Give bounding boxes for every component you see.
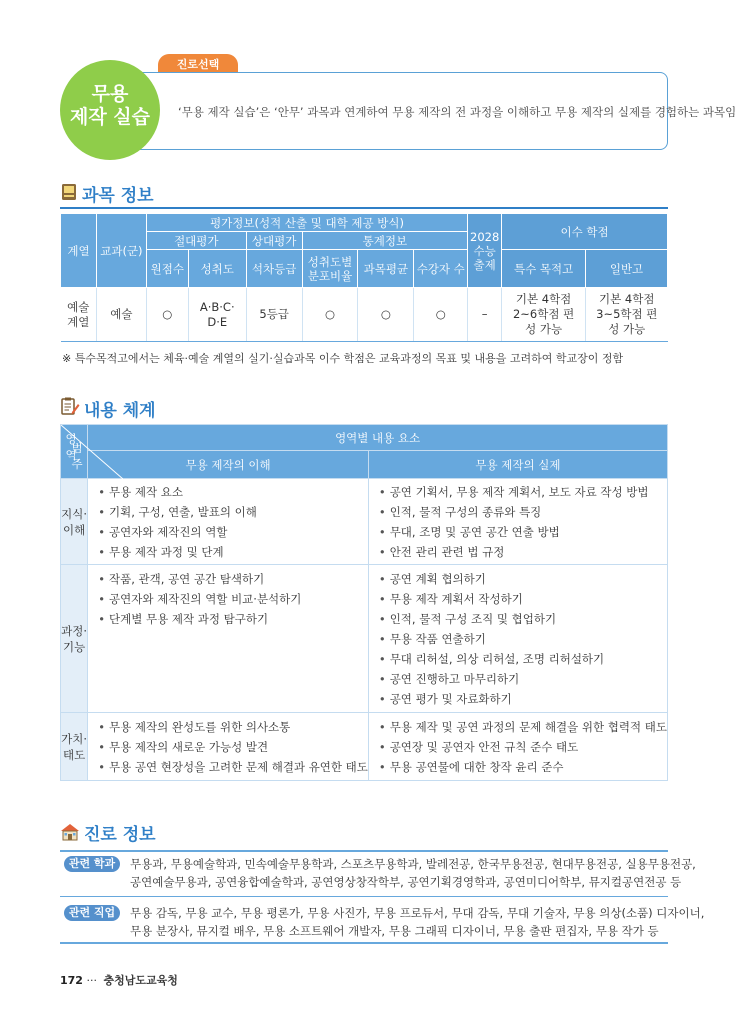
- header-credits: 이수 학점: [502, 214, 668, 250]
- category-process: 과정·기능: [61, 565, 88, 713]
- list-item: • 단계별 무용 제작 과정 탐구하기: [98, 609, 368, 629]
- list-item: • 무용 제작 및 공연 과정의 문제 해결을 위한 협력적 태도: [379, 717, 667, 737]
- list-item: • 공연 평가 및 자료화하기: [379, 689, 667, 709]
- departments-line1: 무용과, 무용예술학과, 민속예술무용학과, 스포츠무용학과, 발레전공, 한국무용전공, 현대무용전공, 실용무용전공,: [130, 857, 696, 871]
- school-icon: [60, 822, 80, 842]
- elective-tag: 진로선택: [158, 54, 238, 76]
- list-item: • 무용 제작의 새로운 가능성 발견: [98, 737, 368, 757]
- corner-cell: [61, 425, 88, 479]
- area-elements-header: 영역별 내용 요소: [88, 425, 668, 451]
- list-item: • 무용 제작의 완성도를 위한 의사소통: [98, 717, 368, 737]
- section-divider: [60, 207, 668, 209]
- category-values: 가치·태도: [61, 713, 88, 781]
- knowledge-understanding-cell: [88, 479, 369, 565]
- list-item: • 공연자와 제작진의 역할: [98, 522, 368, 542]
- header-course-avg: 과목평균: [358, 250, 414, 288]
- cell-achievement-ratio: ○: [302, 288, 358, 342]
- list-item: • 무용 제작 요소: [98, 482, 368, 502]
- career-divider-bottom: [60, 942, 668, 944]
- header-students: 수강자 수: [414, 250, 468, 288]
- header-special: 특수 목적고: [502, 250, 586, 288]
- book-icon: [60, 183, 78, 201]
- list-item: • 공연 계획 협의하기: [379, 569, 667, 589]
- corner-category-label: 범주: [71, 441, 83, 471]
- cell-series: 예술 계열: [61, 288, 97, 342]
- knowledge-practice-cell: [368, 479, 667, 565]
- cell-raw-score: ○: [146, 288, 188, 342]
- values-understanding-cell: [88, 713, 369, 781]
- corner-area-label: 영역: [65, 432, 77, 462]
- footer-dots: ···: [86, 974, 97, 987]
- publisher-name: 충청남도교육청: [103, 974, 178, 987]
- career-divider-top: [60, 850, 668, 852]
- section-title-career-info: 진로 정보: [84, 825, 156, 845]
- category-knowledge: 지식·이해: [61, 479, 88, 565]
- cell-rank-grade: 5등급: [246, 288, 302, 342]
- cell-achievement: A·B·C· D·E: [188, 288, 246, 342]
- cell-suneung: –: [468, 288, 502, 342]
- values-practice-cell: [368, 713, 667, 781]
- list-item: • 무용 제작 계획서 작성하기: [379, 589, 667, 609]
- clipboard-pencil-icon: [60, 396, 80, 416]
- subject-info-note: ※ 특수목적고에서는 체육·예술 계열의 실기·실습과목 이수 학점은 교육과정의 목표 및 내용을 고려하여 학교장이 정함: [62, 352, 624, 365]
- jobs-line2: 무용 분장사, 뮤지컬 배우, 무용 소프트웨어 개발자, 무용 그래픽 디자이너, 무용 출판 편집자, 무용 작가 등: [130, 924, 659, 938]
- col-header-practice: 무용 제작의 실제: [368, 451, 667, 479]
- cell-general-credits: 기본 4학점 3~5학점 편성 가능: [586, 288, 668, 342]
- header-relative: 상대평가: [246, 232, 302, 250]
- list-item: • 공연 진행하고 마무리하기: [379, 669, 667, 689]
- cell-special-credits: 기본 4학점 2~6학점 편성 가능: [502, 288, 586, 342]
- subject-title-line2: 제작 실습: [69, 106, 151, 128]
- col-header-understanding: 무용 제작의 이해: [88, 451, 369, 479]
- list-item: • 기획, 구성, 연출, 발표의 이해: [98, 502, 368, 522]
- section-title-subject-info: 과목 정보: [82, 186, 154, 206]
- header-raw-score: 원점수: [146, 250, 188, 288]
- list-item: • 인적, 물적 구성 조직 및 협업하기: [379, 609, 667, 629]
- list-item: • 공연 기획서, 무용 제작 계획서, 보도 자료 작성 방법: [379, 482, 667, 502]
- subject-description: ‘무용 제작 실습’은 ‘안무’ 과목과 연계하여 무용 제작의 전 과정을 이해하고 무용 제작의 실제를 경험하는 과목임: [178, 105, 737, 119]
- header-stats: 통계정보: [302, 232, 468, 250]
- list-item: • 무용 공연 현장성을 고려한 문제 해결과 유연한 태도: [98, 757, 368, 777]
- header-rank-grade: 석차등급: [246, 250, 302, 288]
- header-eval-info: 평가정보(성적 산출 및 대학 제공 방식): [146, 214, 467, 232]
- related-jobs-badge: 관련 직업: [64, 905, 120, 921]
- process-understanding-cell: [88, 565, 369, 713]
- page-number: 172: [60, 974, 83, 987]
- list-item: • 인적, 물적 구성의 종류와 특징: [379, 502, 667, 522]
- subject-info-table: [60, 213, 668, 342]
- header-subject-group: 교과(군): [96, 214, 146, 288]
- list-item: • 공연장 및 공연자 안전 규칙 준수 태도: [379, 737, 667, 757]
- header-achievement: 성취도: [188, 250, 246, 288]
- related-departments-badge: 관련 학과: [64, 856, 120, 872]
- content-system-table: [60, 424, 668, 781]
- section-title-content-system: 내용 체계: [84, 401, 156, 421]
- cell-students: ○: [414, 288, 468, 342]
- related-departments-text: [130, 855, 696, 891]
- list-item: • 작품, 관객, 공연 공간 탐색하기: [98, 569, 368, 589]
- header-general: 일반고: [586, 250, 668, 288]
- jobs-line1: 무용 감독, 무용 교수, 무용 평론가, 무용 사진가, 무용 프로듀서, 무대 감독, 무대 기술자, 무용 의상(소품) 디자이너,: [130, 906, 705, 920]
- list-item: • 안전 관리 관련 법 규정: [379, 542, 667, 562]
- list-item: • 무용 공연물에 대한 창작 윤리 준수: [379, 757, 667, 777]
- related-jobs-text: [130, 904, 704, 940]
- header-absolute: 절대평가: [146, 232, 246, 250]
- header-suneung: 2028 수능 출제: [468, 214, 502, 288]
- subject-title-badge: [60, 60, 160, 160]
- list-item: • 무대 리허설, 의상 리허설, 조명 리허설하기: [379, 649, 667, 669]
- page-footer: [60, 972, 178, 988]
- list-item: • 무대, 조명 및 공연 공간 연출 방법: [379, 522, 667, 542]
- list-item: • 공연자와 제작진의 역할 비교·분석하기: [98, 589, 368, 609]
- header-achievement-ratio: 성취도별 분포비율: [302, 250, 358, 288]
- cell-course-avg: ○: [358, 288, 414, 342]
- process-practice-cell: [368, 565, 667, 713]
- cell-subject-group: 예술: [96, 288, 146, 342]
- career-divider-mid: [60, 896, 668, 897]
- subject-title-line1: 무용: [91, 83, 129, 105]
- list-item: • 무용 작품 연출하기: [379, 629, 667, 649]
- list-item: • 무용 제작 과정 및 단계: [98, 542, 368, 562]
- header-series: 계열: [61, 214, 97, 288]
- departments-line2: 공연예술무용과, 공연융합예술학과, 공연영상창작학부, 공연기획경영학과, 공연미디어학부, 뮤지컬공연전공 등: [130, 875, 682, 889]
